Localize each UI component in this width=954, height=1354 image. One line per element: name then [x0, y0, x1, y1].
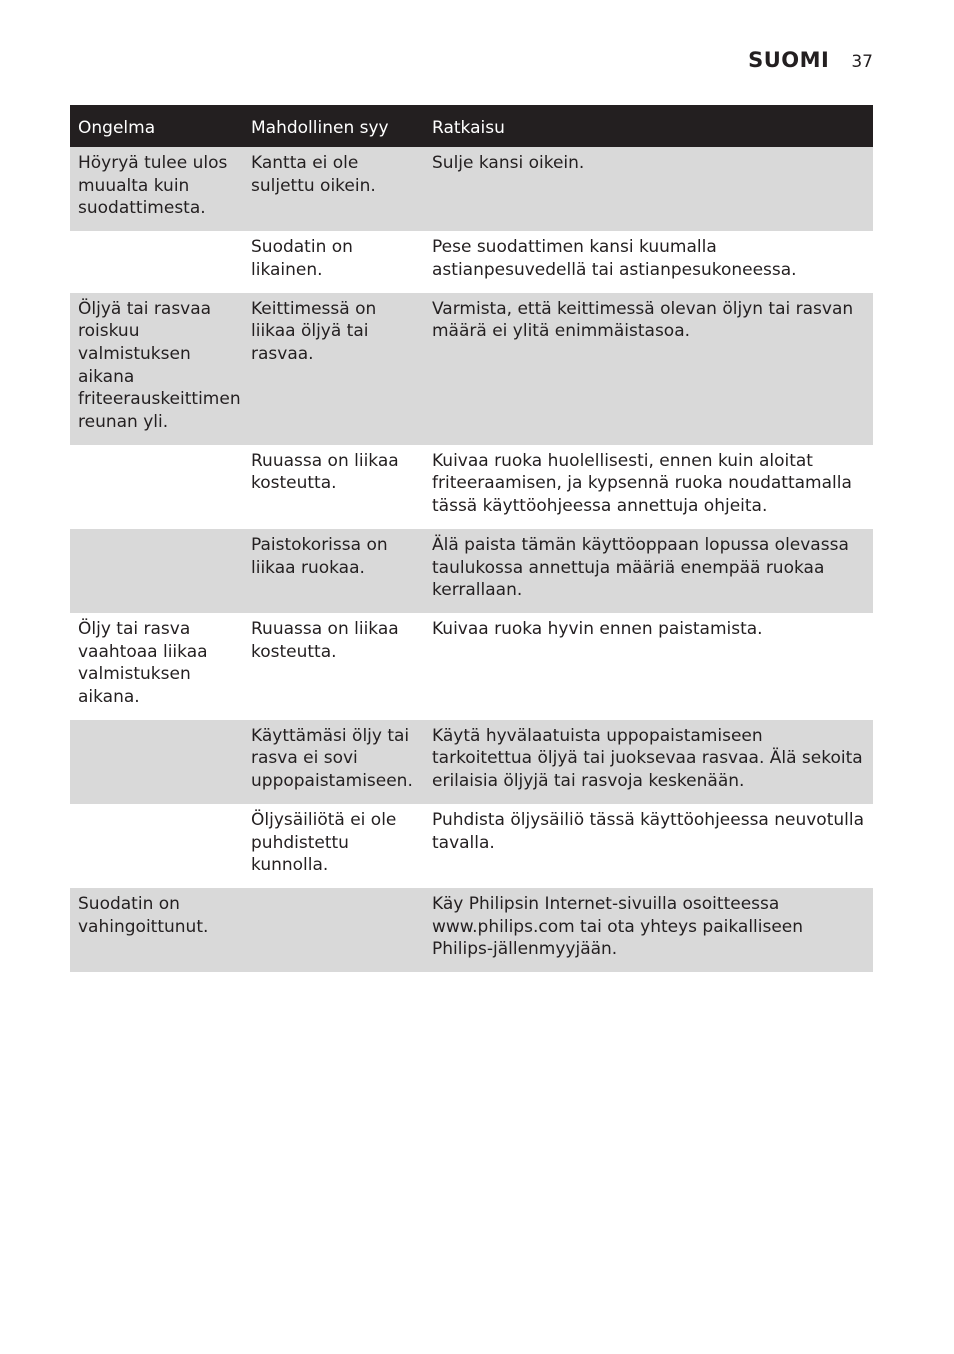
column-header-problem: Ongelma [70, 105, 243, 147]
page-header [748, 48, 873, 72]
cell-cause: Käyttämäsi öljy tai rasva ei sovi uppopaistamiseen. [243, 720, 424, 804]
cell-problem [70, 231, 243, 292]
table-row [70, 888, 873, 972]
cell-solution: Pese suodattimen kansi kuumalla astianpesuvedellä tai astianpesukoneessa. [432, 237, 797, 280]
cell-cause: Ruuassa on liikaa kosteutta. [251, 450, 399, 494]
cell-problem: Höyryä tulee ulos muualta kuin suodattimesta. [70, 147, 243, 231]
language-label: SUOMI [748, 48, 830, 72]
table-row [70, 529, 873, 613]
table-row [70, 445, 873, 529]
troubleshooting-table [70, 105, 873, 972]
cell-problem [70, 804, 243, 888]
cell-problem [70, 529, 243, 613]
cell-problem: Öljy tai rasva vaahtoaa liikaa valmistuksen aikana. [78, 618, 208, 708]
cell-solution: Älä paista tämän käyttöoppaan lopussa olevassa taulukossa annettuja määriä enempää ruokaa kerrallaan. [424, 529, 873, 613]
table-row [70, 293, 873, 445]
column-header-solution: Ratkaisu [424, 105, 873, 147]
table-header-row [70, 105, 873, 147]
column-header-cause: Mahdollinen syy [243, 105, 424, 147]
cell-problem [70, 720, 243, 804]
cell-problem: Öljyä tai rasvaa roiskuu valmistuksen aikana friteerauskeittimen reunan yli. [70, 293, 243, 445]
cell-cause: Keittimessä on liikaa öljyä tai rasvaa. [243, 293, 424, 445]
cell-solution: Käy Philipsin Internet-sivuilla osoitteessa www.philips.com tai ota yhteys paikalliseen Philips-jällenmyyjään. [424, 888, 873, 972]
cell-cause [243, 888, 424, 972]
table-row [70, 613, 873, 720]
cell-solution: Kuivaa ruoka huolellisesti, ennen kuin aloitat friteeraamisen, ja kypsennä ruoka noudattamalla tässä käyttöohjeessa annettuja ohjeita. [432, 450, 852, 517]
table-row [70, 720, 873, 804]
cell-cause: Kantta ei ole suljettu oikein. [243, 147, 424, 231]
cell-solution: Puhdista öljysäiliö tässä käyttöohjeessa neuvotulla tavalla. [432, 809, 865, 853]
cell-cause: Ruuassa on liikaa kosteutta. [251, 618, 399, 662]
cell-solution: Kuivaa ruoka hyvin ennen paistamista. [432, 618, 763, 639]
cell-solution: Käytä hyvälaatuista uppopaistamiseen tarkoitettua öljyä tai juoksevaa rasvaa. Älä sekoita erilaisia öljyjä tai rasvoja keskenään. [424, 720, 873, 804]
cell-solution: Sulje kansi oikein. [424, 147, 873, 231]
cell-cause: Paistokorissa on liikaa ruokaa. [243, 529, 424, 613]
cell-cause: Suodatin on likainen. [251, 237, 353, 280]
page-number: 37 [851, 52, 873, 72]
table-row [70, 147, 873, 231]
cell-cause: Öljysäiliötä ei ole puhdistettu kunnolla. [251, 809, 397, 876]
table-row [70, 804, 873, 888]
cell-problem [70, 445, 243, 529]
cell-problem: Suodatin on vahingoittunut. [70, 888, 243, 972]
table-row [70, 231, 873, 292]
cell-solution: Varmista, että keittimessä olevan öljyn tai rasvan määrä ei ylitä enimmäistasoa. [424, 293, 873, 445]
